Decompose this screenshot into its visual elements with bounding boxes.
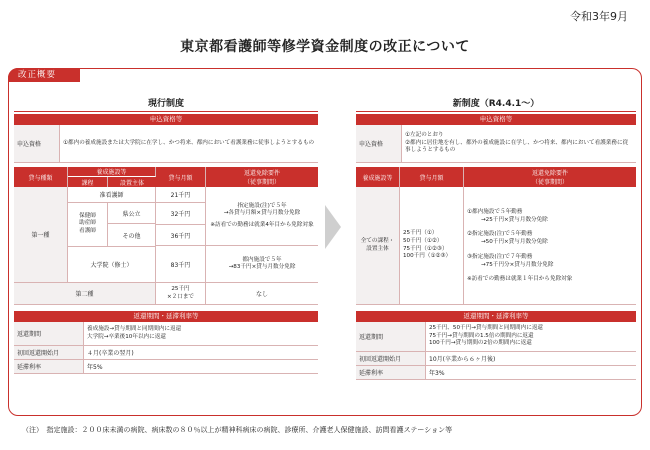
new-elig-2: ②都内に居住地を有し、都外の養成施設に在学し、かつ将来、都内において看護業務に従事しようとするもの [405, 139, 629, 154]
amount-3: 36千円 [156, 225, 205, 247]
current-eligibility-bar: 申込資格等 [14, 114, 318, 125]
current-eligibility-label: 申込資格 [14, 125, 60, 162]
current-repay-text [84, 322, 318, 345]
row-course-0: 准看護師 [68, 187, 155, 203]
current-rate-text: 年5% [87, 364, 103, 371]
new-hdr-waiver-sub: （従事期間） [531, 179, 568, 186]
waiver-c: 都内施設で５年 [242, 256, 282, 263]
new-hdr-waiver [464, 167, 636, 187]
current-start-label: 初回返還開始月 [14, 346, 84, 359]
waiver-a2: →各貸与月額×貸与月数分免除 [223, 210, 301, 217]
footnote: （注） 指定施設：２００床未満の病院、病床数の８０％以上が精神科病床の病院、診療所、介護老人保健施設、訪問看護ステーション等 [22, 426, 453, 434]
waiver-b: ※訪看での勤務は就業4年目から免除対象 [210, 221, 314, 228]
new-start-label: 初回返還開始月 [356, 352, 426, 365]
hdr-amount: 貸与月額 [156, 167, 206, 187]
new-rate-label: 延滞利率 [356, 366, 426, 379]
current-system-panel [14, 96, 318, 374]
second-amount-1: 25千円 [171, 285, 190, 292]
new-w2b: →50千円×貸与月数分免除 [481, 239, 548, 246]
course-phn: 保健師 [79, 212, 96, 219]
new-waivers [464, 187, 636, 304]
row-course-grad: 大学院（修士） [90, 261, 133, 269]
new-w3b: →75千円分×貸与月数分免除 [481, 261, 554, 268]
new-repay-3: 100千円→貸与期間の2倍の期間内に返還 [429, 340, 532, 347]
waiver-grad [206, 246, 318, 282]
new-hdr-facility: 養成施設等 [356, 167, 400, 187]
new-repay-label: 返還期間 [356, 322, 426, 351]
current-repay-1: 養成施設→貸与期間と同期間内に返還 [87, 325, 182, 332]
current-eligibility-text: ①都内の養成施設または大学院に在学し、かつ将来、都内において看護業務に従事しようとするもの [63, 139, 315, 146]
new-w1: ①都内施設で５年勤務 [467, 209, 523, 216]
hdr-course: 課程 [68, 177, 108, 187]
amount-1: 32千円 [156, 203, 205, 225]
course-midwife: 助産師 [79, 220, 96, 227]
hdr-kind: 貸与種類 [14, 167, 68, 187]
new-repay-1: 25千円、50千円→貸与期間と同期間内に返還 [429, 325, 544, 332]
arrow-right-icon [325, 205, 341, 249]
current-repay-label: 返還期間 [14, 322, 84, 345]
new-repay-text [426, 322, 636, 351]
current-repay-2: 大学院→卒業後10年以内に返還 [87, 333, 166, 340]
second-waiver: なし [255, 291, 268, 298]
new-amount-3: 100千円（①②③） [403, 253, 452, 260]
date-label: 令和3年9月 [570, 10, 628, 23]
waiver-c2: →83千円×貸与月数分免除 [228, 264, 296, 271]
waiver-designated [206, 187, 318, 246]
new-w4: ※訪看での勤務は就業１年目から免除対象 [467, 275, 573, 282]
org-public: 県公立 [108, 203, 155, 225]
amount-4: 83千円 [170, 261, 191, 269]
new-amount-1: 50千円（①②） [403, 237, 443, 244]
hdr-waiver-title: 返還免除要件 [243, 170, 280, 177]
current-rate-label: 延滞利率 [14, 360, 84, 373]
hdr-facility: 養成施設等 [68, 167, 156, 177]
new-amount-2: 75千円（①②③） [403, 245, 448, 252]
new-w1b: →25千円×貸与月数分免除 [481, 217, 548, 224]
new-eligibility-label: 申込資格 [356, 125, 402, 162]
new-repay-bar: 返還期間・延滞利率等 [356, 311, 636, 322]
current-start-text: ４月(卒業の翌月) [87, 350, 134, 357]
hdr-waiver [206, 167, 318, 187]
new-amount-0: 25千円（①） [403, 230, 438, 237]
new-repay-2: 75千円→貸与期間の1.5倍の期間内に返還 [429, 332, 534, 339]
course-nurse: 看護師 [79, 228, 96, 235]
second-amount-2: ×２口まで [166, 293, 195, 300]
new-hdr-waiver-title: 返還免除要件 [531, 170, 568, 177]
new-facility: 全ての課程・設置主体 [356, 187, 400, 304]
new-w3: ③指定施設(注)で７年勤務 [467, 253, 533, 260]
org-other: その他 [122, 232, 141, 240]
new-title: 新制度（R4.4.1～） [356, 96, 636, 112]
new-amounts [400, 187, 464, 304]
hdr-waiver-sub: （従事期間） [243, 179, 280, 186]
new-eligibility-bar: 申込資格等 [356, 114, 636, 125]
current-repay-bar: 返還期間・延滞利率等 [14, 311, 318, 322]
new-hdr-amount: 貸与月額 [400, 167, 464, 187]
new-elig-1: ①左記のとおり [405, 132, 444, 139]
new-eligibility-text [402, 125, 636, 162]
hdr-org: 設置主体 [108, 177, 156, 187]
row-course-nurses [68, 203, 108, 246]
new-rate-text: 年3% [429, 370, 445, 377]
current-title: 現行制度 [14, 96, 318, 112]
amount-0: 21千円 [156, 187, 205, 203]
page-title: 東京都看護師等修学資金制度の改正について [180, 39, 470, 55]
second-amount [156, 283, 206, 304]
new-start-text: 10月(卒業から６ヶ月後) [429, 356, 496, 363]
waiver-a: 指定施設(注)で５年 [237, 202, 287, 209]
new-w2: ②指定施設(注)で５年勤務 [467, 231, 533, 238]
second-kind: 第二種 [14, 283, 156, 304]
new-system-panel [356, 96, 636, 380]
overview-tab: 改正概要 [8, 68, 80, 82]
first-kind: 第一種 [14, 187, 68, 282]
